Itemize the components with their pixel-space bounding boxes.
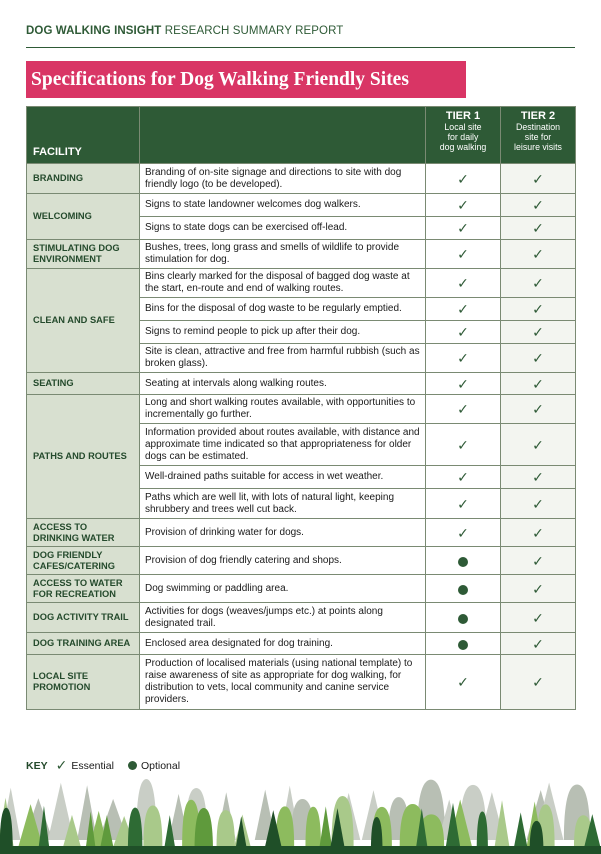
key-optional: Optional [140, 759, 181, 772]
facility-column-header: FACILITY [27, 107, 140, 164]
tier2-column-header [501, 107, 576, 164]
check-icon: ✓ [532, 324, 544, 340]
facility-description: Bins for the disposal of dog waste to be regularly emptied. [140, 298, 426, 321]
tier2-marker [501, 519, 576, 547]
header-divider [26, 47, 575, 48]
tier2-marker [501, 489, 576, 519]
tier1-sub: for daily [447, 132, 479, 142]
dot-icon [458, 640, 468, 650]
check-icon: ✓ [457, 469, 469, 485]
facility-category: ACCESS TO WATER FOR RECREATION [27, 575, 140, 603]
tier2-marker [501, 633, 576, 655]
facility-description: Paths which are well lit, with lots of natural light, keeping shrubbery and trees well cut back. [140, 489, 426, 519]
facility-category: DOG TRAINING AREA [27, 633, 140, 655]
key-label: KEY [26, 759, 48, 772]
check-icon: ✓ [532, 524, 544, 541]
facility-description: Provision of dog friendly catering and shops. [140, 547, 426, 575]
check-icon: ✓ [457, 301, 469, 317]
table-row [27, 373, 576, 395]
tier1-marker [426, 194, 501, 217]
tier2-marker [501, 269, 576, 298]
check-icon: ✓ [532, 552, 544, 569]
facility-category: STIMULATING DOG ENVIRONMENT [27, 240, 140, 269]
specifications-table [26, 106, 576, 710]
check-icon: ✓ [457, 375, 469, 392]
facility-description: Bushes, trees, long grass and smells of wildlife to provide stimulation for dog. [140, 240, 426, 269]
check-icon: ✓ [457, 495, 469, 512]
table-row [27, 547, 576, 575]
tier1-marker [426, 240, 501, 269]
tier2-marker [501, 424, 576, 466]
check-icon: ✓ [55, 757, 68, 773]
tier1-marker [426, 298, 501, 321]
check-icon: ✓ [532, 375, 544, 392]
check-icon: ✓ [457, 524, 469, 541]
facility-description: Information provided about routes available, with distance and approximate time indicated so that appropriateness for older dogs can be estimated. [140, 424, 426, 466]
facility-description: Site is clean, attractive and free from harmful rubbish (such as broken glass). [140, 344, 426, 373]
facility-description: Signs to remind people to pick up after their dog. [140, 321, 426, 344]
tier2-marker [501, 344, 576, 373]
table-row [27, 269, 576, 298]
tier1-marker [426, 655, 501, 710]
facility-category: WELCOMING [27, 194, 140, 240]
check-icon: ✓ [457, 436, 469, 453]
table-row [27, 164, 576, 194]
key-essential: Essential [71, 759, 114, 772]
tier1-marker [426, 217, 501, 240]
check-icon: ✓ [457, 170, 469, 187]
check-icon: ✓ [532, 674, 544, 690]
check-icon: ✓ [457, 275, 469, 291]
description-column-header [140, 107, 426, 164]
facility-category: LOCAL SITE PROMOTION [27, 655, 140, 710]
tier2-marker [501, 655, 576, 710]
tier1-sub: dog walking [439, 142, 487, 152]
tier1-marker [426, 344, 501, 373]
facility-description: Signs to state landowner welcomes dog walkers. [140, 194, 426, 217]
check-icon: ✓ [532, 246, 544, 262]
check-icon: ✓ [457, 324, 469, 340]
tier1-title: TIER 1 [445, 110, 481, 122]
tier2-marker [501, 217, 576, 240]
tier1-marker [426, 633, 501, 655]
tier2-marker [501, 547, 576, 575]
check-icon: ✓ [532, 401, 544, 417]
check-icon: ✓ [532, 609, 544, 626]
table-row [27, 655, 576, 710]
check-icon: ✓ [457, 197, 469, 213]
tier2-marker [501, 575, 576, 603]
tier1-marker [426, 489, 501, 519]
check-icon: ✓ [532, 275, 544, 291]
facility-description: Long and short walking routes available, with opportunities to incrementally go further. [140, 395, 426, 424]
check-icon: ✓ [457, 220, 469, 236]
tier1-marker [426, 164, 501, 194]
facility-description: Signs to state dogs can be exercised off-lead. [140, 217, 426, 240]
facility-description: Well-drained paths suitable for access in wet weather. [140, 466, 426, 489]
table-header-row [27, 107, 576, 164]
facility-category: CLEAN AND SAFE [27, 269, 140, 373]
facility-category: DOG FRIENDLY CAFES/CATERING [27, 547, 140, 575]
tier2-marker [501, 164, 576, 194]
tier2-sub: leisure visits [514, 142, 562, 152]
check-icon: ✓ [532, 350, 544, 366]
facility-category: DOG ACTIVITY TRAIL [27, 603, 140, 633]
facility-description: Branding of on-site signage and directions to site with dog friendly logo (to be developed). [140, 164, 426, 194]
check-icon: ✓ [457, 246, 469, 262]
tier2-sub: Destination [515, 122, 560, 132]
tier1-marker [426, 373, 501, 395]
facility-description: Seating at intervals along walking routes. [140, 373, 426, 395]
facility-description: Production of localised materials (using national template) to raise awareness of site as appropriate for dog walking, for distribution to vets, local community and canine service providers. [140, 655, 426, 710]
report-header [26, 25, 343, 37]
tier2-marker [501, 603, 576, 633]
facility-description: Provision of drinking water for dogs. [140, 519, 426, 547]
tier1-marker [426, 321, 501, 344]
check-icon: ✓ [532, 301, 544, 317]
tier1-marker [426, 466, 501, 489]
facility-description: Activities for dogs (weaves/jumps etc.) at points along designated trail. [140, 603, 426, 633]
check-icon: ✓ [532, 495, 544, 512]
tier1-marker [426, 395, 501, 424]
table-row [27, 519, 576, 547]
tier2-marker [501, 194, 576, 217]
report-brand: DOG WALKING INSIGHT [26, 25, 162, 37]
tier2-marker [501, 395, 576, 424]
dot-icon [458, 585, 468, 595]
tier1-marker [426, 424, 501, 466]
tier2-marker [501, 240, 576, 269]
tier2-marker [501, 321, 576, 344]
check-icon: ✓ [532, 220, 544, 236]
check-icon: ✓ [457, 350, 469, 366]
table-row [27, 633, 576, 655]
check-icon: ✓ [457, 674, 469, 690]
page-title: Specifications for Dog Walking Friendly Sites [26, 61, 466, 98]
forest-illustration [0, 760, 601, 854]
facility-description: Dog swimming or paddling area. [140, 575, 426, 603]
table-row [27, 194, 576, 217]
dot-icon [458, 557, 468, 567]
tier2-title: TIER 2 [520, 110, 556, 122]
tier2-marker [501, 298, 576, 321]
facility-category: BRANDING [27, 164, 140, 194]
check-icon: ✓ [532, 635, 544, 652]
tier2-marker [501, 466, 576, 489]
check-icon: ✓ [532, 436, 544, 453]
table-row [27, 240, 576, 269]
table-row [27, 575, 576, 603]
check-icon: ✓ [532, 197, 544, 213]
check-icon: ✓ [532, 580, 544, 597]
tier1-marker [426, 603, 501, 633]
facility-category: ACCESS TO DRINKING WATER [27, 519, 140, 547]
check-icon: ✓ [532, 170, 544, 187]
ground-strip [0, 846, 601, 854]
tree-shape [319, 806, 333, 852]
tier1-marker [426, 269, 501, 298]
tree-shape [217, 810, 235, 846]
table-row [27, 603, 576, 633]
tier1-marker [426, 575, 501, 603]
facility-description: Enclosed area designated for dog training. [140, 633, 426, 655]
tier1-marker [426, 519, 501, 547]
tier2-sub: site for [524, 132, 552, 142]
table-row [27, 395, 576, 424]
check-icon: ✓ [457, 401, 469, 417]
tier1-marker [426, 547, 501, 575]
tier1-sub: Local site [444, 122, 482, 132]
facility-category: PATHS AND ROUTES [27, 395, 140, 519]
facility-category: SEATING [27, 373, 140, 395]
check-icon: ✓ [532, 469, 544, 485]
tier2-marker [501, 373, 576, 395]
dot-icon [458, 614, 468, 624]
facility-description: Bins clearly marked for the disposal of bagged dog waste at the start, en-route and end of walking routes. [140, 269, 426, 298]
tier1-column-header [426, 107, 501, 164]
report-subtitle: RESEARCH SUMMARY REPORT [161, 25, 344, 37]
